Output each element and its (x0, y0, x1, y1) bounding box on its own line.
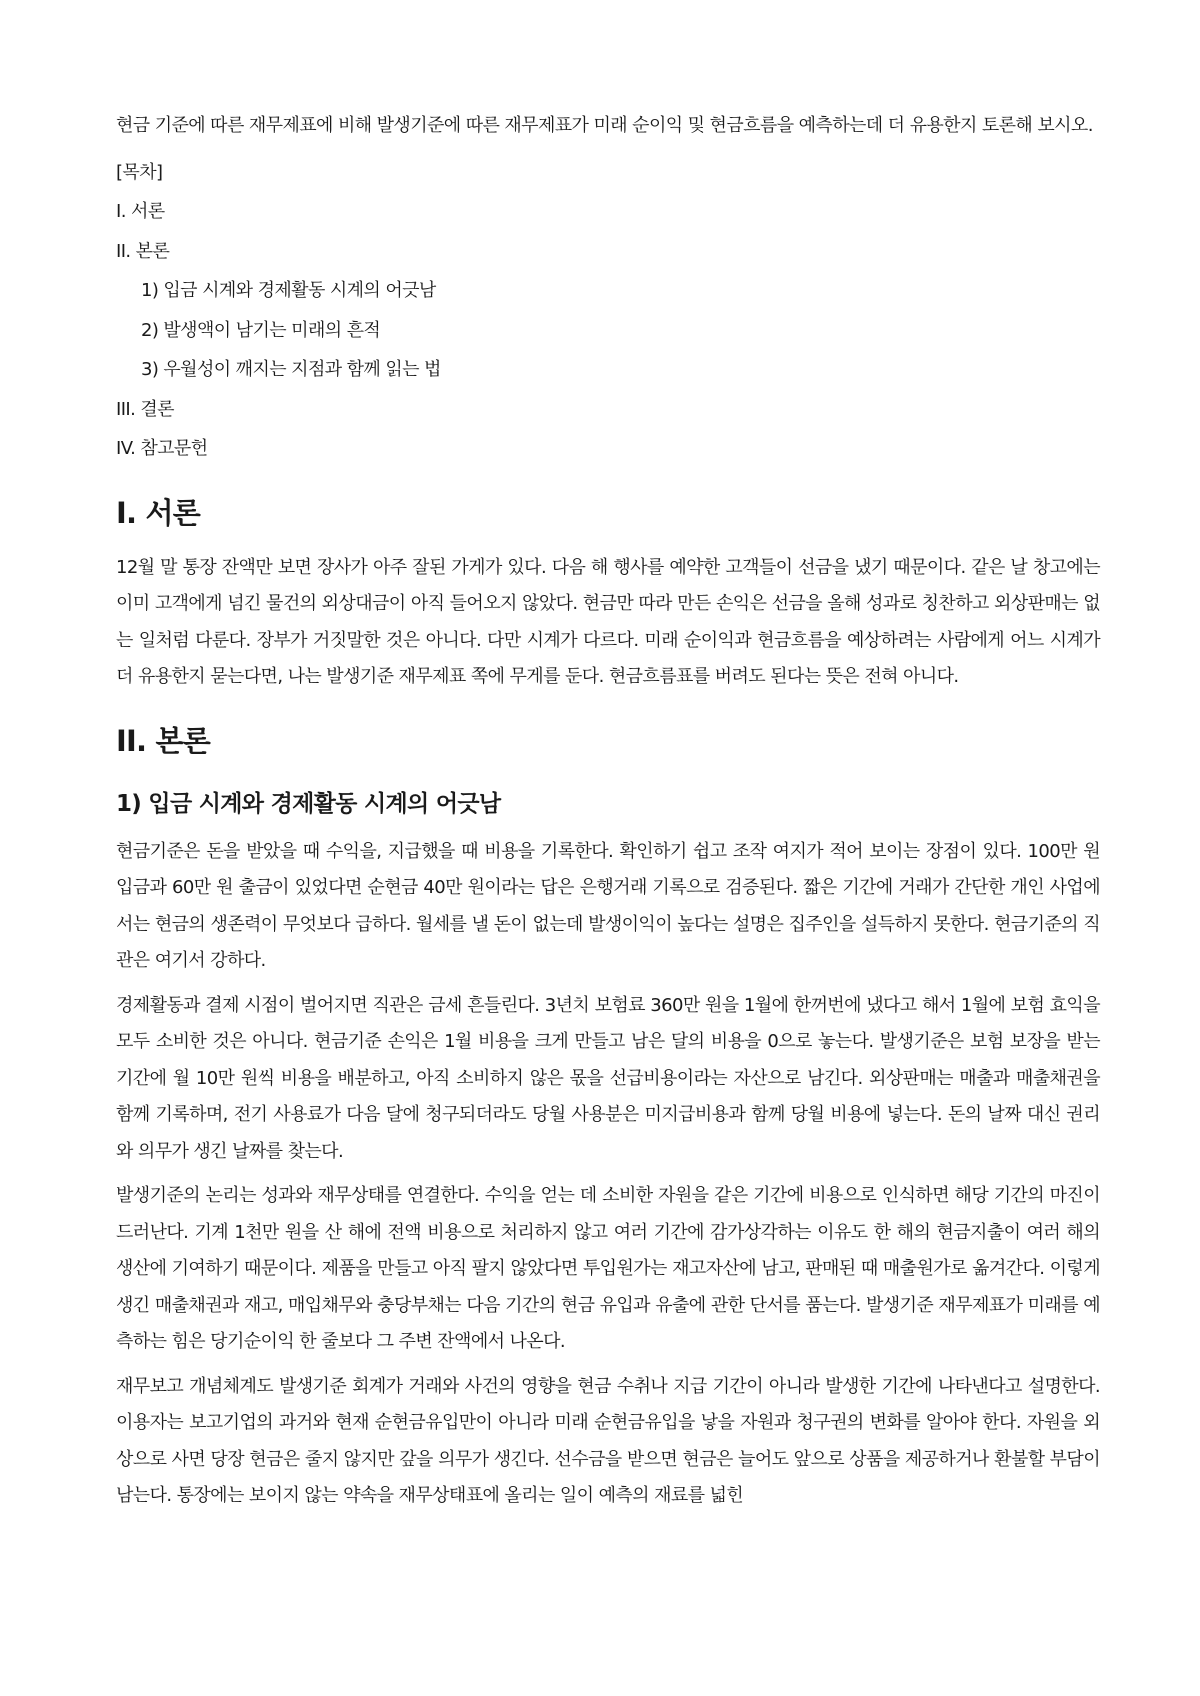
toc-item: IV. 참고문헌 (116, 438, 208, 459)
toc-item: I. 서론 (116, 201, 165, 222)
body-paragraph: 현금기준은 돈을 받았을 때 수익을, 지급했을 때 비용을 기록한다. 확인하기 쉽고 조작 여지가 적어 보이는 장점이 있다. 100만 원 입금과 60만 원 출금이 있었다면 순현금 40만 원이라는 답은 은행거래 기록으로 검증된다. 짧은 기간에 거래가 간단한 개인 사업에서는 현금의 생존력이 무엇보다 급하다. 월세를 낼 돈이 없는데 발생이익이 높다는 설명은 집주인을 설득하지 못한다. 현금기준의 직관은 여기서 강하다. (116, 840, 1100, 971)
toc-item: III. 결론 (116, 398, 174, 420)
toc-title: [목차] (116, 161, 163, 183)
section-heading-introduction: I. 서론 (116, 495, 200, 530)
toc-subitem: 1) 입금 시계와 경제활동 시계의 어긋남 (141, 280, 436, 301)
toc-item: II. 본론 (116, 240, 170, 262)
body-paragraph: 재무보고 개념체계도 발생기준 회계가 거래와 사건의 영향을 현금 수취나 지급 기간이 아니라 발생한 기간에 나타낸다고 설명한다. 이용자는 보고기업의 과거와 현재 순현금유입만이 아니라 미래 순현금유입을 낳을 자원과 청구권의 변화를 알아야 한다. 자원을 외상으로 사면 당장 현금은 줄지 않지만 갚을 의무가 생긴다. 선수금을 받으면 현금은 늘어도 앞으로 상품을 제공하거나 환불할 부담이 남는다. 통장에는 보이지 않는 약속을 재무상태표에 올리는 일이 예측의 재료를 넓힌 (116, 1375, 1100, 1506)
toc-subitem: 3) 우월성이 깨지는 지점과 함께 읽는 법 (141, 359, 441, 380)
section-heading-body: II. 본론 (116, 723, 210, 758)
body-paragraph: 발생기준의 논리는 성과와 재무상태를 연결한다. 수익을 얻는 데 소비한 자원을 같은 기간에 비용으로 인식하면 해당 기간의 마진이 드러난다. 기계 1천만 원을 산 해에 전액 비용으로 처리하지 않고 여러 기간에 감가상각하는 이유도 한 해의 현금지출이 여러 해의 생산에 기여하기 때문이다. 제품을 만들고 아직 팔지 않았다면 투입원가는 재고자산에 남고, 판매된 때 매출원가로 옮겨간다. 이렇게 생긴 매출채권과 재고, 매입채무와 충당부채는 다음 기간의 현금 유입과 유출에 관한 단서를 품는다. 발생기준 재무제표가 미래를 예측하는 힘은 당기순이익 한 줄보다 그 주변 잔액에서 나온다. (116, 1185, 1100, 1352)
essay-question: 현금 기준에 따른 재무제표에 비해 발생기준에 따른 재무제표가 미래 순이익 및 현금흐름을 예측하는데 더 유용한지 토론해 보시오. (116, 115, 1093, 136)
body-paragraph: 경제활동과 결제 시점이 벌어지면 직관은 금세 흔들린다. 3년치 보험료 360만 원을 1월에 한꺼번에 냈다고 해서 1월에 보험 효익을 모두 소비한 것은 아니다. 현금기준 손익은 1월 비용을 크게 만들고 남은 달의 비용을 0으로 놓는다. 발생기준은 보험 보장을 받는 기간에 월 10만 원씩 비용을 배분하고, 아직 소비하지 않은 몫을 선급비용이라는 자산으로 남긴다. 외상판매는 매출과 매출채권을 함께 기록하며, 전기 사용료가 다음 달에 청구되더라도 당월 사용분은 미지급비용과 함께 당월 비용에 넣는다. 돈의 날짜 대신 권리와 의무가 생긴 날짜를 찾는다. (116, 994, 1100, 1162)
introduction-paragraph: 12월 말 통장 잔액만 보면 장사가 아주 잘된 가게가 있다. 다음 해 행사를 예약한 고객들이 선금을 냈기 때문이다. 같은 날 창고에는 이미 고객에게 넘긴 물건의 외상대금이 아직 들어오지 않았다. 현금만 따라 만든 손익은 선금을 올해 성과로 칭찬하고 외상판매는 없는 일처럼 다룬다. 장부가 거짓말한 것은 아니다. 다만 시계가 다르다. 미래 순이익과 현금흐름을 예상하려는 사람에게 어느 시계가 더 유용한지 묻는다면, 나는 발생기준 재무제표 쪽에 무게를 둔다. 현금흐름표를 버려도 된다는 뜻은 전혀 아니다. (116, 556, 1100, 687)
toc-subitem: 2) 발생액이 남기는 미래의 흔적 (141, 319, 381, 341)
subsection-heading: 1) 입금 시계와 경제활동 시계의 어긋남 (116, 790, 501, 817)
table-of-contents (116, 155, 1100, 468)
